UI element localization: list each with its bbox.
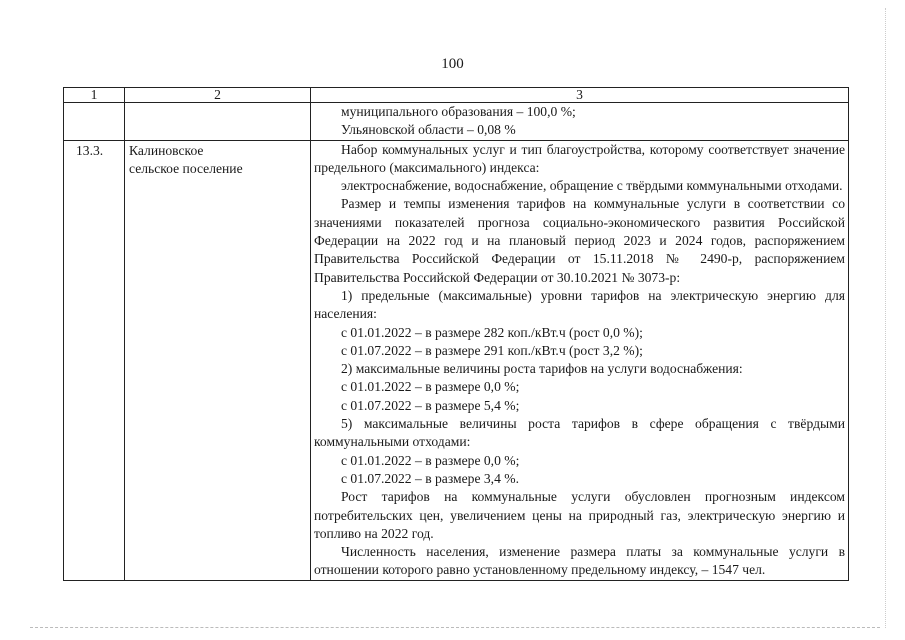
paragraph: с 01.07.2022 – в размере 5,4 %; [341,397,520,413]
table-header-row [64,88,849,103]
paragraph: с 01.01.2022 – в размере 282 коп./кВт.ч (рост 0,0 %); [341,324,643,340]
entry-name-line-1: Калиновское [129,142,204,158]
paragraph: Ульяновской области – 0,08 % [341,122,516,138]
paragraph: 2) максимальные величины роста тарифов на услуги водоснабжения: [341,361,743,377]
paragraph: Численность населения, изменение размера платы за коммунальные услуги в отношении которого равно установленному предельному индексу, – 1547 чел. [314,544,845,578]
table-row-continuation [64,103,849,141]
continuation-name-cell [125,103,311,141]
page-number: 100 [441,56,464,72]
paragraph: с 01.07.2022 – в размере 291 коп./кВт.ч (рост 3,2 %); [341,342,643,358]
paragraph: муниципального образования – 100,0 %; [341,104,576,119]
entry-number: 13.3. [64,140,125,580]
paragraph: с 01.01.2022 – в размере 0,0 %; [341,452,520,468]
entry-name-line-2: сельское поселение [129,160,243,176]
entry-name-cell [125,140,311,580]
scan-artifact-line [30,627,880,629]
entry-text-cell [311,140,849,580]
header-col-2: 2 [125,88,311,103]
header-col-3: 3 [311,88,849,103]
paragraph: с 01.01.2022 – в размере 0,0 %; [341,379,520,395]
paragraph: с 01.07.2022 – в размере 3,4 %. [341,470,519,486]
continuation-number-cell [64,103,125,141]
paragraph: Размер и темпы изменения тарифов на коммунальные услуги в соответствии со значениями показателей прогноза социально-экономического развития Российской Федерации на 2022 год и на плановый период 2023 и 2024 годов, распоряжением Правительства Российской Федерации от 15.11.2018 № 2490-р, распоряжением Правительства Российской Федерации от 30.10.2021 № 3073-р: [314,196,845,285]
paragraph: Рост тарифов на коммунальные услуги обусловлен прогнозным индексом потребительских цен, увеличением цены на природный газ, электрическую энергию и топливо на 2022 год. [314,489,845,541]
tariff-table [63,87,849,581]
paragraph: электроснабжение, водоснабжение, обращение с твёрдыми коммунальными отходами. [341,178,843,194]
paragraph: 1) предельные (максимальные) уровни тарифов на электрическую энергию для населения: [314,287,845,322]
table-row-entry [64,140,849,580]
scan-edge-mark [885,8,887,628]
paragraph: 5) максимальные величины роста тарифов в сфере обращения с твёрдыми коммунальными отходами: [314,416,845,450]
header-col-1: 1 [64,88,125,103]
continuation-text-cell [311,103,849,141]
paragraph: Набор коммунальных услуг и тип благоустройства, которому соответствует значение предельного (максимального) индекса: [314,141,845,175]
